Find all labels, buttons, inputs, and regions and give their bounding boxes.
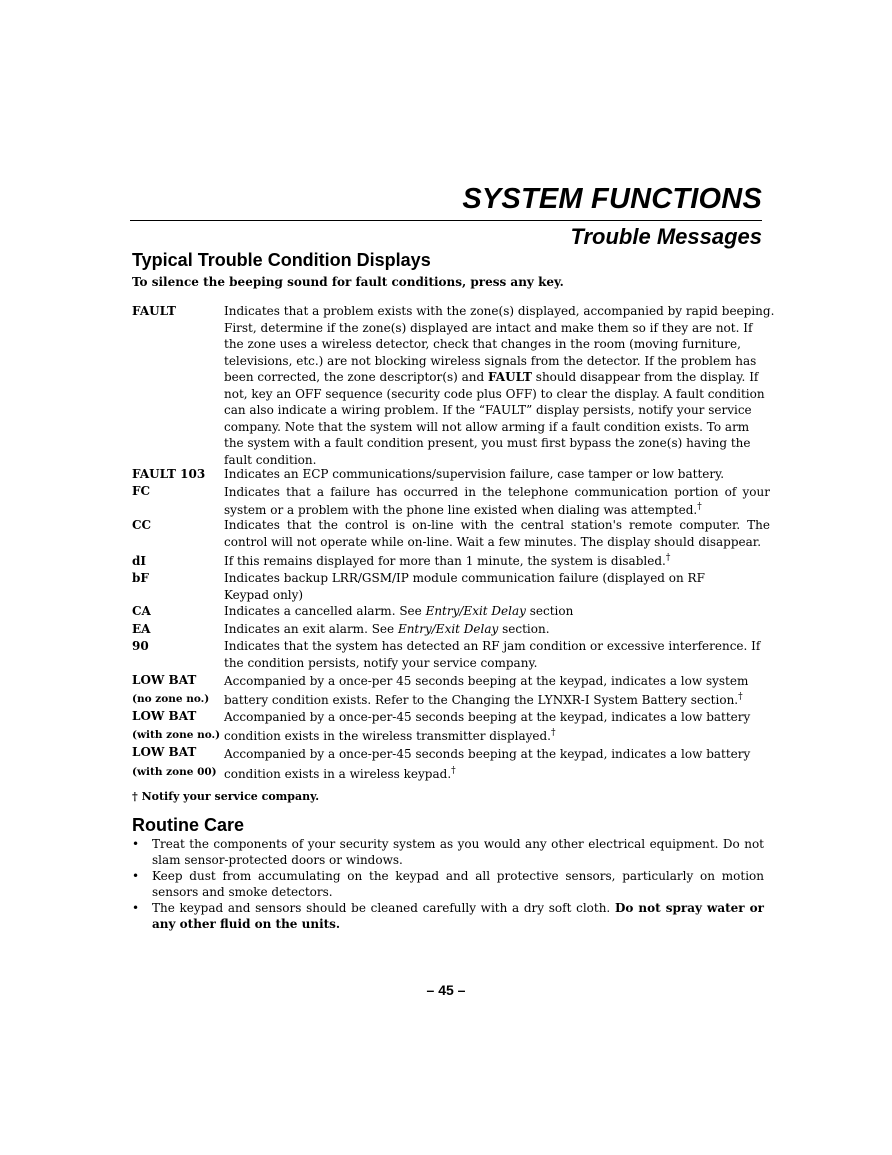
trouble-qualifier: (with zone 00) — [132, 766, 217, 778]
list-item: • The keypad and sensors should be cleaned carefully with a dry soft cloth. Do not spray water or any other fluid on the units. — [132, 901, 764, 931]
service-dagger: † — [665, 553, 671, 563]
trouble-code: 90 — [132, 639, 149, 653]
trouble-code: LOW BAT — [132, 709, 197, 723]
trouble-code: LOW BAT — [132, 745, 197, 759]
bullet-icon: • — [132, 869, 140, 883]
trouble-description: Indicates a cancelled alarm. See Entry/Exit Delay section — [224, 604, 574, 618]
trouble-qualifier: (with zone no.) — [132, 729, 221, 741]
trouble-description: Indicates that a failure has occurred in the telephone communication portion of your system or a problem with the phone line existed when dialing was attempted.† — [224, 485, 770, 517]
description-line: First, determine if the zone(s) displayed are intact and make them so if they are not. If — [224, 320, 753, 335]
service-dagger: † — [738, 692, 743, 702]
trouble-description: Indicates that the control is on-line with the central station's remote computer. The control will not operate while on-line. Wait a few minutes. The display should disappear. — [224, 518, 770, 549]
trouble-code: LOW BAT — [132, 673, 197, 687]
trouble-description: Indicates an exit alarm. See Entry/Exit Delay section. — [224, 622, 550, 636]
trouble-code: CC — [132, 518, 152, 532]
description-line: the system with a fault condition present, you must first bypass the zone(s) having the — [224, 436, 751, 450]
service-footnote: † Notify your service company. — [132, 790, 320, 803]
trouble-section-heading: Typical Trouble Condition Displays — [132, 250, 431, 270]
title-divider — [130, 220, 762, 221]
list-item: • Keep dust from accumulating on the keypad and all protective sensors, particularly on motion sensors and smoke detectors. — [132, 869, 764, 899]
warning-text: Do not spray water or any other fluid on the units. — [152, 901, 764, 931]
description-line: televisions, etc.) are not blocking wireless signals from the detector. If the problem has — [224, 353, 757, 368]
page-subtitle: Trouble Messages — [570, 224, 762, 249]
trouble-code: FAULT 103 — [132, 467, 206, 481]
trouble-qualifier: (no zone no.) — [132, 693, 210, 705]
list-item: • Treat the components of your security system as you would any other electrical equipment. Do not slam sensor-protected doors or windows. — [132, 837, 764, 867]
trouble-code: dI — [132, 554, 147, 568]
section-reference: Entry/Exit Delay — [425, 604, 526, 618]
description-line: been corrected, the zone descriptor(s) and FAULT should disappear from the display. If — [224, 370, 759, 384]
service-dagger: † — [451, 766, 456, 776]
description-line: fault condition. — [224, 452, 317, 467]
description-line: not, key an OFF sequence (security code plus OFF) to clear the display. A fault condition — [224, 386, 765, 401]
trouble-description: Indicates an ECP communications/supervision failure, case tamper or low battery. — [224, 467, 725, 481]
bullet-icon: • — [132, 837, 140, 851]
trouble-description: Accompanied by a once-per-45 seconds beeping at the keypad, indicates a low battery condition exists in the wireless transmitter displayed.† — [224, 710, 751, 743]
description-line: the zone uses a wireless detector, check that changes in the room (moving furniture, — [224, 337, 741, 351]
trouble-description: Accompanied by a once-per 45 seconds beeping at the keypad, indicates a low system battery condition exists. Refer to the Changing the LYNXR-I System Battery section.† — [224, 674, 749, 707]
trouble-code: EA — [132, 622, 151, 636]
trouble-code: CA — [132, 604, 151, 618]
section-reference: Entry/Exit Delay — [397, 622, 499, 636]
page-title: SYSTEM FUNCTIONS — [462, 183, 762, 215]
routine-care-list — [132, 836, 764, 932]
fault-keyword: FAULT — [487, 370, 532, 384]
description-line: Indicates that a problem exists with the zone(s) displayed, accompanied by rapid beeping. — [224, 304, 775, 318]
service-dagger: † — [697, 502, 702, 512]
trouble-description: Accompanied by a once-per-45 seconds beeping at the keypad, indicates a low battery condition exists in a wireless keypad.† — [224, 747, 751, 781]
trouble-code: FAULT — [132, 304, 176, 318]
page-number: – 45 – — [426, 982, 466, 998]
trouble-description: Indicates backup LRR/GSM/IP module communication failure (displayed on RF Keypad only) — [224, 571, 705, 602]
silence-instruction: To silence the beeping sound for fault conditions, press any key. — [132, 275, 564, 289]
trouble-description: Indicates that the system has detected an RF jam condition or excessive interference. If the condition persists, notify your service company. — [224, 639, 761, 670]
bullet-icon: • — [132, 901, 140, 915]
trouble-code: FC — [132, 484, 151, 498]
trouble-description — [224, 303, 775, 468]
trouble-code: bF — [132, 571, 149, 585]
routine-care-heading: Routine Care — [132, 815, 245, 835]
trouble-description: If this remains displayed for more than 1 minute, the system is disabled.† — [224, 553, 671, 568]
service-dagger: † — [551, 728, 556, 738]
description-line: can also indicate a wiring problem. If the “FAULT” display persists, notify your service — [224, 403, 752, 417]
description-line: company. Note that the system will not allow arming if a fault condition exists. To arm — [224, 419, 750, 434]
